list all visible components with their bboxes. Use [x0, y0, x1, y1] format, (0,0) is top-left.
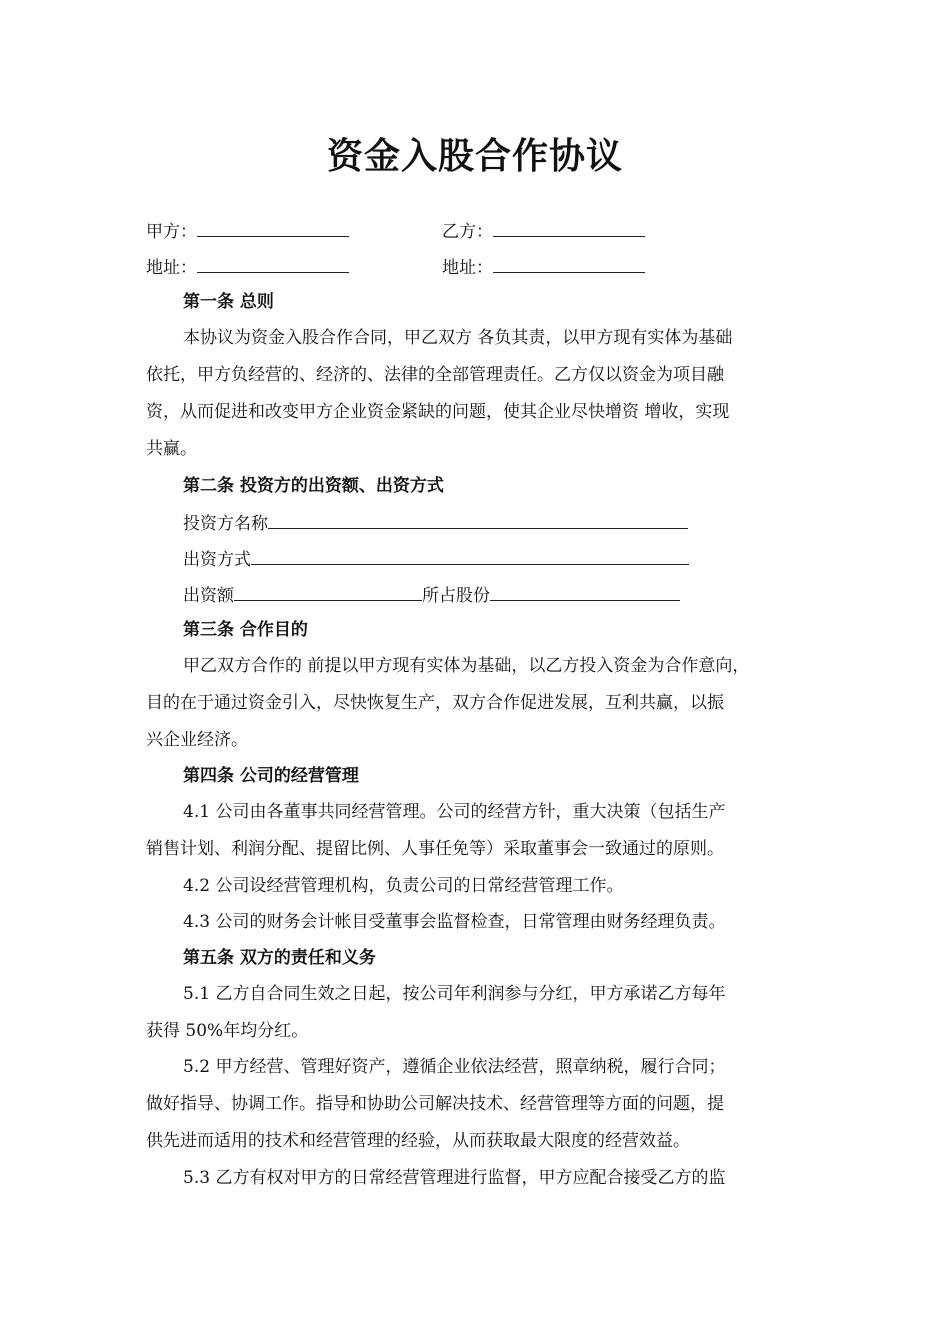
- article5-line: 获得 50%年均分红。: [146, 1021, 309, 1041]
- article1-line: 资，从而促进和改变甲方企业资金紧缺的问题，使其企业尽快增资 增收，实现: [146, 402, 730, 422]
- article1-line: 依托，甲方负经营的、经济的、法律的全部管理责任。乙方仅以资金为项目融: [146, 365, 724, 385]
- address-b-blank: [493, 254, 645, 273]
- address-a-label: 地址：: [146, 258, 197, 278]
- article5-line: 5.2 甲方经营、管理好资产，遵循企业依法经营，照章纳税，履行合同；: [183, 1057, 726, 1077]
- contribution-amount-field: [183, 582, 680, 608]
- party-b-blank: [493, 218, 645, 237]
- article4-line: 销售计划、利润分配、提留比例、人事任免等）采取董事会一致通过的原则。: [146, 839, 724, 859]
- article5-heading: 第五条 双方的责任和义务: [183, 948, 376, 968]
- article5-line: 做好指导、协调工作。指导和协助公司解决技术、经营管理等方面的问题，提: [146, 1094, 724, 1114]
- article4-line: 4.3 公司的财务会计帐目受董事会监督检查，日常管理由财务经理负责。: [183, 912, 726, 932]
- party-a-blank: [197, 218, 349, 237]
- contribution-amount-blank: [234, 582, 422, 601]
- article3-heading: 第三条 合作目的: [183, 620, 308, 640]
- share-label: 所占股份: [422, 586, 490, 606]
- article3-line: 兴企业经济。: [146, 730, 248, 750]
- document-title: 资金入股合作协议: [326, 135, 623, 177]
- article4-line: 4.2 公司设经营管理机构，负责公司的日常经营管理工作。: [183, 876, 624, 896]
- party-a-label: 甲方：: [146, 222, 197, 242]
- investor-name-blank: [268, 510, 688, 529]
- party-b-field: [442, 218, 645, 244]
- article3-line: 目的在于通过资金引入，尽快恢复生产，双方合作促进发展，互利共赢，以振: [146, 693, 724, 713]
- address-a-field: [146, 254, 349, 280]
- party-b-label: 乙方：: [442, 222, 493, 242]
- article5-line: 供先进而适用的技术和经营管理的经验，从而获取最大限度的经营效益。: [146, 1131, 690, 1151]
- article1-line: 共赢。: [146, 439, 197, 459]
- article4-heading: 第四条 公司的经营管理: [183, 766, 359, 786]
- article5-line: 5.3 乙方有权对甲方的日常经营管理进行监督，甲方应配合接受乙方的监: [183, 1168, 726, 1188]
- article5-line: 5.1 乙方自合同生效之日起，按公司年利润参与分红，甲方承诺乙方每年: [183, 984, 726, 1004]
- article1-heading: 第一条 总则: [183, 292, 274, 312]
- address-b-label: 地址：: [442, 258, 493, 278]
- article1-line: 本协议为资金入股合作合同，甲乙双方 各负其责，以甲方现有实体为基础: [183, 328, 733, 348]
- contribution-method-label: 出资方式: [183, 550, 251, 570]
- party-a-field: [146, 218, 349, 244]
- article4-line: 4.1 公司由各董事共同经营管理。公司的经营方针，重大决策（包括生产: [183, 802, 726, 822]
- contribution-method-blank: [251, 546, 689, 565]
- investor-name-field: [183, 510, 688, 536]
- contribution-method-field: [183, 546, 689, 572]
- contribution-amount-label: 出资额: [183, 586, 234, 606]
- investor-name-label: 投资方名称: [183, 514, 268, 534]
- address-b-field: [442, 254, 645, 280]
- share-blank: [490, 582, 680, 601]
- address-a-blank: [197, 254, 349, 273]
- article3-line: 甲乙双方合作的 前提以甲方现有实体为基础，以乙方投入资金为合作意向，: [183, 656, 750, 676]
- article2-heading: 第二条 投资方的出资额、出资方式: [183, 476, 444, 496]
